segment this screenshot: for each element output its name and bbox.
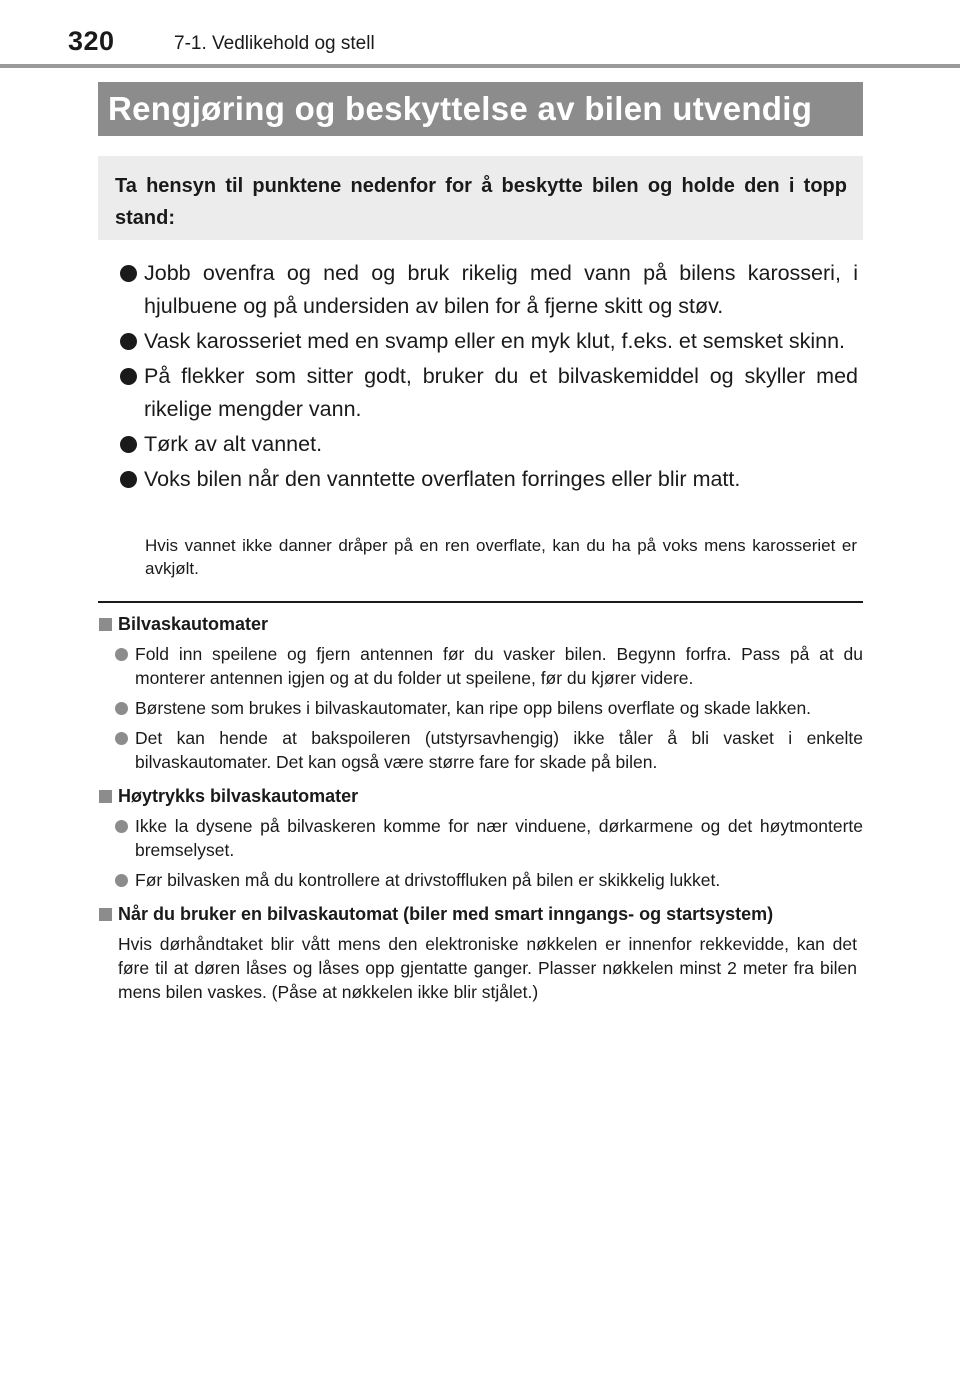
bullet-dot-icon	[115, 648, 128, 661]
list-item	[115, 726, 863, 774]
section-divider	[98, 601, 863, 603]
list-item	[120, 257, 858, 323]
section-heading-text: Bilvaskautomater	[118, 614, 269, 634]
list-item-text: Jobb ovenfra og ned og bruk rikelig med vann på bilens karosseri, i hjulbuene og på undersiden av bilen for å fjerne skitt og støv.	[144, 261, 858, 318]
bullet-dot-icon	[120, 368, 137, 385]
list-item-text: På flekker som sitter godt, bruker du et bilvaskemiddel og skyller med rikelige mengder vann.	[144, 364, 858, 421]
list-item-text: Tørk av alt vannet.	[144, 432, 323, 456]
bullet-dot-icon	[115, 732, 128, 745]
list-item-text: Før bilvasken må du kontrollere at drivstoffluken på bilen er skikkelig lukket.	[135, 870, 721, 890]
list-item-text: Børstene som brukes i bilvaskautomater, kan ripe opp bilens overflate og skade lakken.	[135, 698, 812, 718]
bullet-dot-icon	[120, 265, 137, 282]
bullet-dot-icon	[115, 874, 128, 887]
list-item-text: Det kan hende at bakspoileren (utstyrsavhengig) ikke tåler å bli vasket i enkelte bilvaskautomater. Det kan også være større fare for skade på bilen.	[135, 728, 863, 772]
list-item	[120, 428, 858, 461]
chapter-section-label: 7-1. Vedlikehold og stell	[174, 33, 375, 54]
square-bullet-icon	[99, 908, 112, 921]
list-item	[115, 696, 863, 720]
intro-box	[98, 156, 863, 240]
bullet-dot-icon	[120, 436, 137, 453]
section-heading-text: Når du bruker en bilvaskautomat (biler med smart inngangs- og startsystem)	[118, 904, 774, 924]
intro-text: Ta hensyn til punktene nedenfor for å beskytte bilen og holde den i topp stand:	[115, 175, 847, 229]
bullet-dot-icon	[120, 333, 137, 350]
bullet-dot-icon	[115, 702, 128, 715]
list-item	[115, 642, 863, 690]
page-header	[0, 0, 960, 70]
list-item	[120, 463, 858, 496]
list-item	[115, 814, 863, 862]
list-item	[115, 868, 863, 892]
list-item	[120, 360, 858, 426]
page-title: Rengjøring og beskyttelse av bilen utvendig	[108, 90, 813, 127]
list-item-text: Fold inn speilene og fjern antennen før du vasker bilen. Begynn forfra. Pass på at du monterer antennen igjen og at du folder ut speilene, før du kjører videre.	[135, 644, 863, 688]
smart-key-paragraph: Hvis dørhåndtaket blir vått mens den elektroniske nøkkelen er innenfor rekkevidde, kan det føre til at døren låses og låses opp gjentatte ganger. Plasser nøkkelen minst 2 meter fra bilen mens bilen vaskes. (Påse at nøkkelen ikke blir stjålet.)	[118, 934, 857, 1002]
bullet-dot-icon	[120, 471, 137, 488]
header-divider	[0, 64, 960, 68]
list-item-text: Voks bilen når den vanntette overflaten forringes eller blir matt.	[144, 467, 741, 491]
info-sections	[98, 612, 863, 1004]
section-heading-text: Høytrykks bilvaskautomater	[118, 786, 359, 806]
page-number: 320	[68, 26, 115, 56]
title-bar	[98, 82, 863, 136]
square-bullet-icon	[99, 790, 112, 803]
list-item-text: Ikke la dysene på bilvaskeren komme for nær vinduene, dørkarmene og det høytmonterte bremselyset.	[135, 816, 863, 860]
section-heading-smart-key	[98, 902, 863, 926]
square-bullet-icon	[99, 618, 112, 631]
wax-note: Hvis vannet ikke danner dråper på en ren overflate, kan du ha på voks mens karosseriet er avkjølt.	[145, 536, 857, 578]
bullet-dot-icon	[115, 820, 128, 833]
main-bullet-list	[120, 257, 858, 498]
list-item	[120, 325, 858, 358]
list-item-text: Vask karosseriet med en svamp eller en myk klut, f.eks. et semsket skinn.	[144, 329, 845, 353]
section-heading-car-wash	[98, 612, 863, 636]
section-heading-high-pressure	[98, 784, 863, 808]
